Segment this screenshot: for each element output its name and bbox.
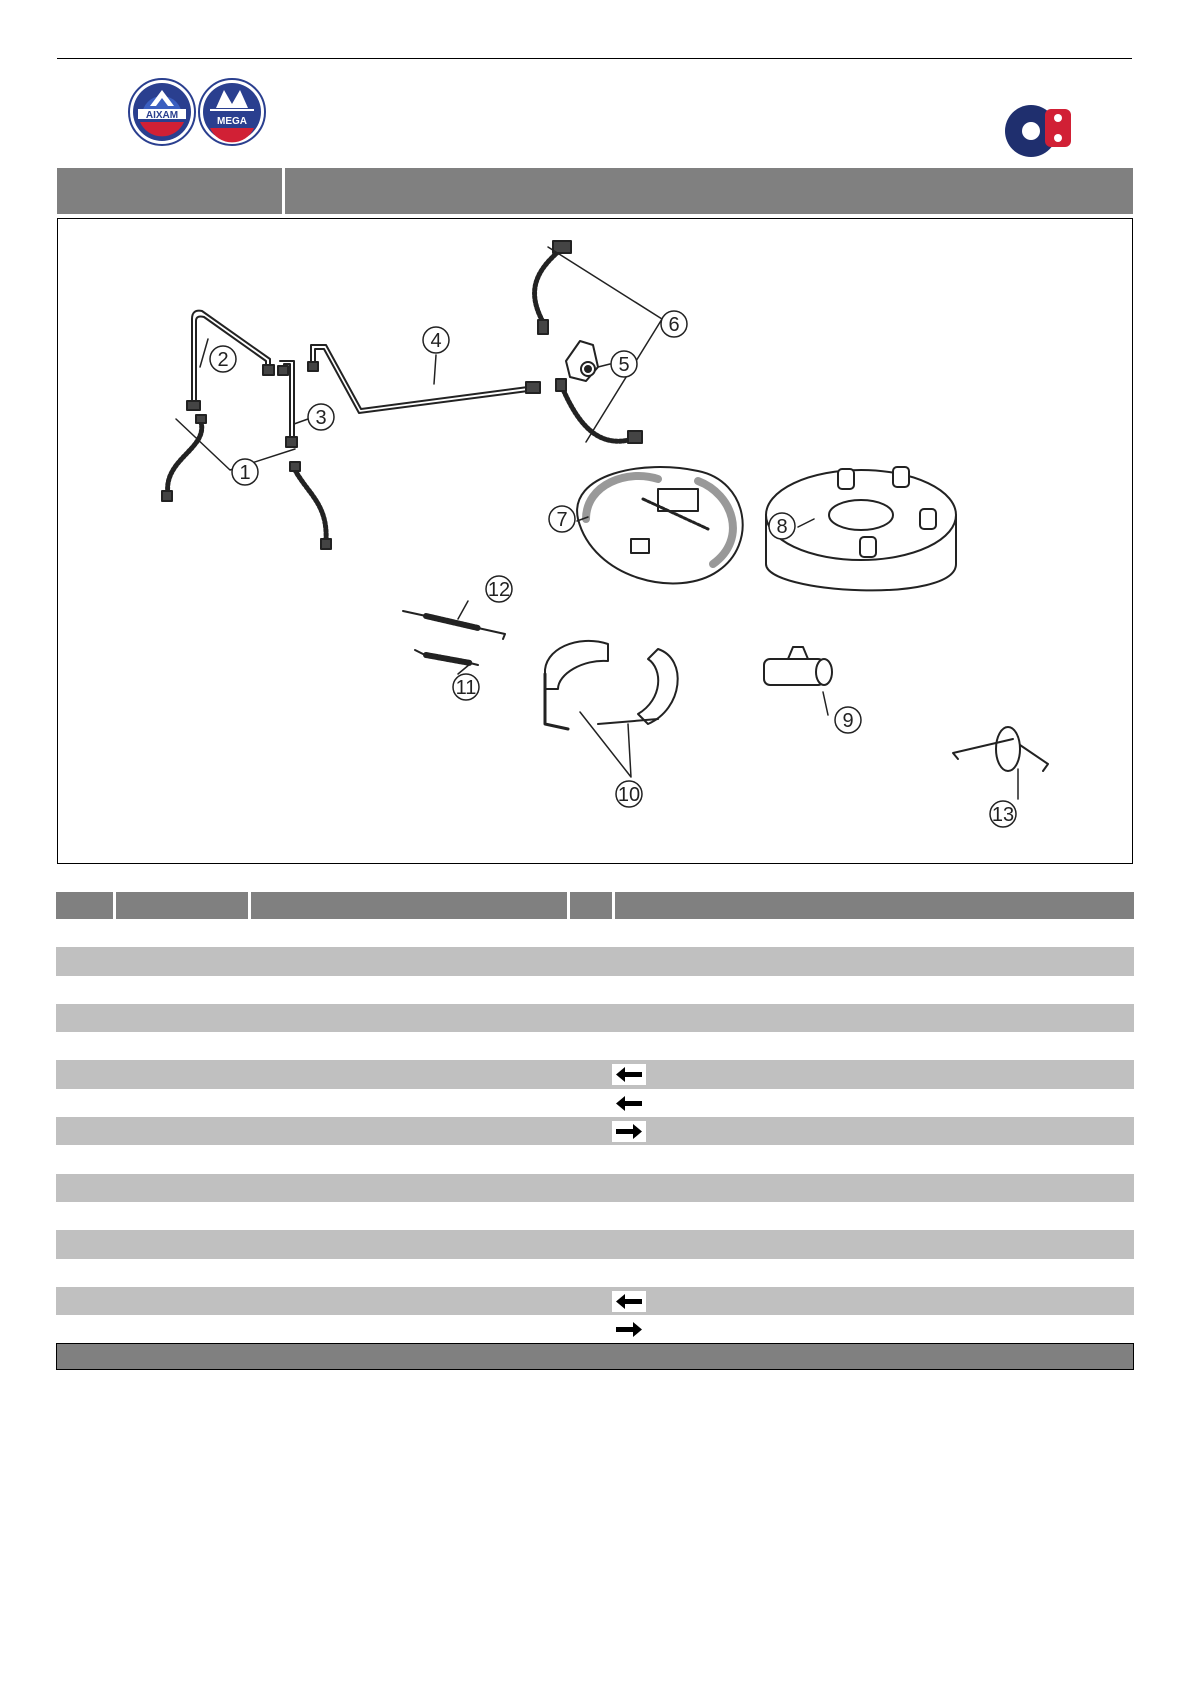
col-header-remarks — [615, 892, 1134, 919]
callout-10 — [616, 781, 642, 807]
callout-6 — [661, 311, 687, 337]
exploded-parts-diagram — [57, 218, 1133, 864]
svg-text:8: 8 — [776, 516, 788, 538]
table-row — [56, 1004, 1134, 1032]
svg-text:5: 5 — [618, 354, 630, 376]
table-row — [56, 1145, 1134, 1173]
brand-logos — [128, 76, 268, 148]
callout-numbers — [210, 311, 1016, 827]
col-header-reference — [116, 892, 248, 919]
callout-5 — [611, 351, 637, 377]
table-row — [56, 976, 1134, 1004]
table-row — [56, 1174, 1134, 1202]
part-9-wheel-cylinder — [764, 647, 832, 685]
col-header-quantity — [570, 892, 612, 919]
aixam-logo — [129, 79, 195, 145]
callout-13 — [990, 801, 1016, 827]
svg-text:13: 13 — [991, 804, 1015, 826]
table-row — [56, 1060, 1134, 1088]
callout-9 — [835, 707, 861, 733]
callout-8 — [769, 513, 795, 539]
table-row — [56, 1287, 1134, 1315]
col-header-index — [56, 892, 113, 919]
arrow-right-icon — [612, 1319, 646, 1340]
part-11-short-spring — [415, 650, 478, 665]
callout-12 — [486, 576, 512, 602]
svg-text:1: 1 — [239, 462, 251, 484]
table-row — [56, 919, 1134, 947]
top-rule — [57, 58, 1132, 59]
table-row — [56, 1315, 1134, 1343]
arrow-left-icon — [612, 1093, 646, 1114]
svg-text:10: 10 — [617, 784, 641, 806]
table-row — [56, 1230, 1134, 1258]
mega-logo — [199, 79, 265, 145]
part-6-flex-hoses — [535, 241, 642, 443]
callout-1 — [232, 459, 258, 485]
table-row — [56, 1032, 1134, 1060]
title-bar-right-cell — [285, 168, 1133, 214]
col-header-description — [251, 892, 567, 919]
part-7-brake-backplate — [577, 467, 743, 583]
svg-text:3: 3 — [315, 407, 327, 429]
table-row — [56, 1089, 1134, 1117]
part-10-brake-shoes — [545, 641, 678, 729]
svg-text:9: 9 — [842, 710, 854, 732]
table-row — [56, 1259, 1134, 1287]
parts-table-header — [56, 892, 1134, 919]
table-row — [56, 947, 1134, 975]
part-3-rigid-pipe — [278, 361, 297, 447]
title-bar-left-cell — [57, 168, 282, 214]
callout-11 — [453, 674, 479, 700]
svg-text:12: 12 — [487, 579, 511, 601]
brake-section-icon — [1003, 103, 1077, 159]
title-bar — [57, 168, 1133, 214]
svg-text:4: 4 — [430, 330, 442, 352]
part-12-long-spring — [403, 611, 505, 639]
part-5-pipe-union — [566, 341, 598, 381]
arrow-left-icon — [612, 1064, 646, 1085]
callout-2 — [210, 346, 236, 372]
parts-table-footer — [56, 1343, 1134, 1370]
mega-logo-text: MEGA — [217, 116, 247, 127]
table-row — [56, 1117, 1134, 1145]
svg-text:11: 11 — [455, 677, 477, 699]
arrow-left-icon — [612, 1291, 646, 1312]
aixam-logo-text: AIXAM — [145, 110, 179, 121]
svg-text:2: 2 — [217, 349, 229, 371]
callout-3 — [308, 404, 334, 430]
parts-table-body — [56, 919, 1134, 1343]
table-row — [56, 1202, 1134, 1230]
callout-7 — [549, 506, 575, 532]
svg-text:6: 6 — [668, 314, 680, 336]
part-13-torsion-spring — [953, 727, 1048, 771]
svg-text:7: 7 — [556, 509, 568, 531]
arrow-right-icon — [612, 1121, 646, 1142]
part-4-rigid-pipe — [308, 345, 540, 413]
parts-table — [56, 892, 1134, 1370]
callout-4 — [423, 327, 449, 353]
